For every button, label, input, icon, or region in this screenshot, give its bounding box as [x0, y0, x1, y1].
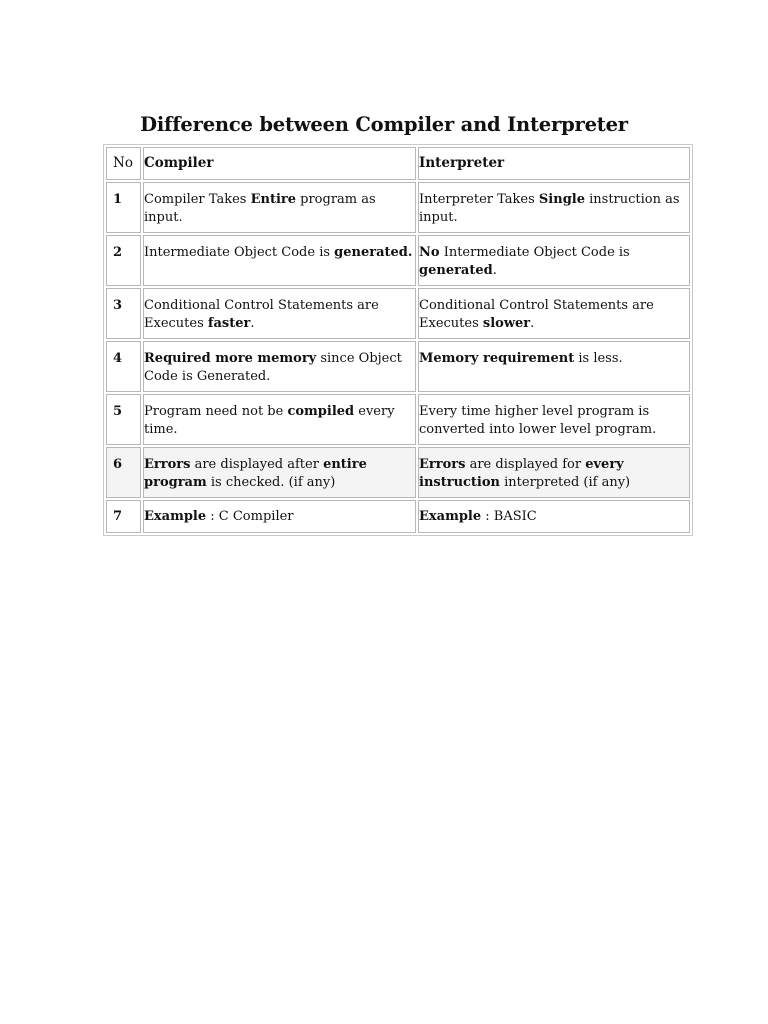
- header-cell-no: No: [106, 147, 141, 180]
- text: .: [492, 262, 497, 278]
- bold-text: Entire: [250, 192, 297, 207]
- row-number-cell: [106, 288, 141, 339]
- row-number: 3: [113, 298, 123, 313]
- text: .: [530, 315, 535, 331]
- text: Program need not be: [144, 404, 288, 419]
- compiler-cell: [143, 500, 416, 533]
- text: interpreted (if any): [500, 474, 631, 490]
- text: are displayed after: [190, 457, 324, 472]
- text: Intermediate Object Code is: [439, 245, 630, 260]
- bold-text: slower: [482, 315, 531, 331]
- table-row: [106, 500, 690, 533]
- bold-text: faster: [207, 315, 251, 331]
- interpreter-cell: [418, 341, 690, 392]
- page-title: Difference between Compiler and Interpreter: [140, 113, 628, 136]
- interpreter-cell: [418, 182, 690, 233]
- interpreter-cell: [418, 288, 690, 339]
- table-row: [106, 341, 690, 392]
- compiler-cell: [143, 288, 416, 339]
- comparison-table: [103, 144, 693, 536]
- row-number: 2: [113, 245, 123, 260]
- text: Conditional Control Statements are Executes: [419, 298, 654, 331]
- row-number-cell: [106, 447, 141, 498]
- compiler-cell: [143, 182, 416, 233]
- table-row: [106, 182, 690, 233]
- interpreter-cell: [418, 447, 690, 498]
- compiler-cell: [143, 394, 416, 445]
- bold-text: Single: [538, 192, 585, 207]
- table-row: [106, 288, 690, 339]
- compiler-cell: [143, 341, 416, 392]
- text: are displayed for: [465, 457, 586, 472]
- text: is less.: [574, 351, 623, 366]
- compiler-cell: [143, 447, 416, 498]
- bold-text: Errors: [419, 457, 466, 472]
- text: Interpreter Takes: [419, 192, 539, 207]
- table-row: [106, 235, 690, 286]
- row-number-cell: [106, 500, 141, 533]
- interpreter-cell: [418, 394, 690, 445]
- text: : C Compiler: [206, 509, 294, 524]
- bold-text: compiled: [287, 404, 355, 419]
- bold-text: generated: [419, 262, 493, 278]
- row-number-cell: [106, 341, 141, 392]
- bold-text: No: [419, 245, 440, 260]
- bold-text: every instruction: [419, 457, 624, 490]
- bold-text: Example: [144, 509, 207, 524]
- interpreter-cell: [418, 235, 690, 286]
- table-header-row: [106, 147, 690, 180]
- bold-text: Required more memory: [144, 351, 317, 366]
- row-number: 5: [113, 404, 123, 419]
- interpreter-cell: [418, 500, 690, 533]
- row-number: 1: [113, 192, 123, 207]
- table-row: [106, 394, 690, 445]
- bold-text: Memory requirement: [419, 351, 575, 366]
- header-cell-interpreter: Interpreter: [418, 147, 690, 180]
- bold-text: generated.: [334, 245, 413, 260]
- text: program as input.: [144, 192, 376, 225]
- header-cell-compiler: Compiler: [143, 147, 416, 180]
- text: : BASIC: [481, 509, 537, 524]
- row-number-cell: [106, 182, 141, 233]
- table-row: [106, 447, 690, 498]
- text: Intermediate Object Code is: [144, 245, 335, 260]
- text: is checked. (if any): [206, 474, 336, 490]
- text: Compiler Takes: [144, 192, 251, 207]
- table-body: [106, 147, 690, 533]
- text: every time.: [144, 404, 395, 437]
- text: since Object Code is Generated.: [144, 351, 402, 384]
- text: Every time higher level program is converted into lower level program.: [419, 404, 657, 437]
- bold-text: Errors: [144, 457, 191, 472]
- row-number-cell: [106, 235, 141, 286]
- row-number: 6: [113, 457, 123, 472]
- row-number-cell: [106, 394, 141, 445]
- row-number: 4: [113, 351, 123, 366]
- row-number: 7: [113, 509, 123, 524]
- text: Conditional Control Statements are Executes: [144, 298, 379, 331]
- bold-text: Example: [419, 509, 482, 524]
- text: .: [250, 315, 255, 331]
- text: instruction as input.: [419, 192, 680, 225]
- bold-text: entire program: [144, 457, 367, 490]
- compiler-cell: [143, 235, 416, 286]
